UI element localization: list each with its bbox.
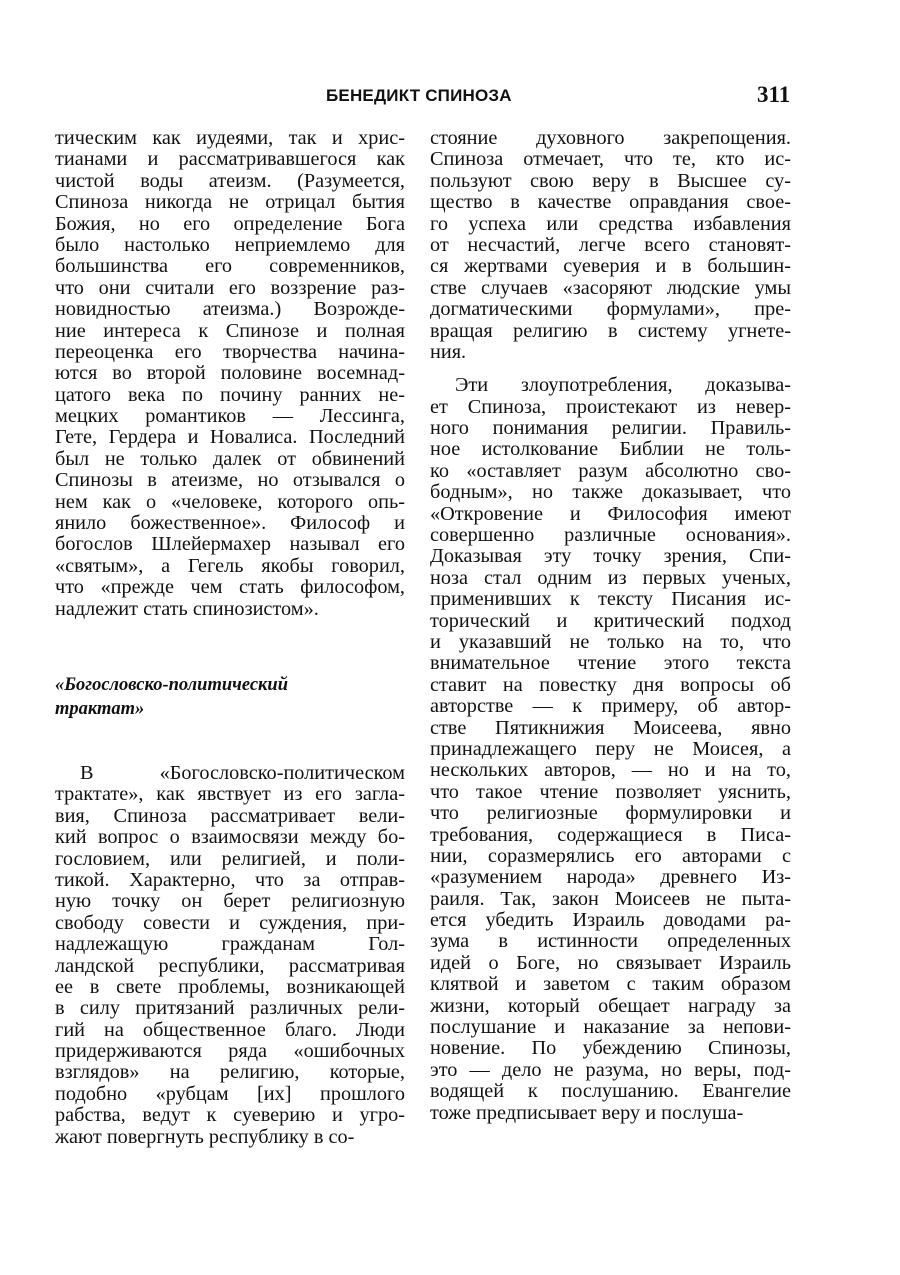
text-line: раиля. Так, закон Моисеев не пыта- — [430, 888, 791, 910]
text-line: ется убедить Израиль доводами ра- — [430, 910, 791, 932]
text-line: нии, соразмерялись его авторами с — [430, 845, 791, 867]
text-line: вия, Спиноза рассматривает вели- — [55, 805, 405, 827]
text-line: стояние духовного закрепощения. — [430, 128, 791, 149]
text-line: и указавший не только на то, что — [430, 631, 791, 653]
text-line: послушание и наказание за непови- — [430, 1017, 791, 1039]
text-line: нескольких авторов, — но и на то, — [430, 760, 791, 782]
text-line: новение. По убеждению Спинозы, — [430, 1038, 791, 1060]
text-line: водящей к послушанию. Евангелие — [430, 1081, 791, 1103]
text-line: тическим как иудеями, так и хрис- — [55, 128, 405, 149]
text-line: кий вопрос о взаимосвязи между бо- — [55, 827, 405, 849]
text-line: нем как о «человеке, которого опь- — [55, 491, 405, 513]
text-line: ет Спиноза, проистекают из невер- — [430, 396, 791, 418]
text-line: что «прежде чем стать философом, — [55, 577, 405, 599]
text-line: ко «оставляет разум абсолютно сво- — [430, 460, 791, 482]
paragraph — [55, 763, 405, 1148]
text-line: ного понимания религии. Правиль- — [430, 418, 791, 440]
paragraph — [55, 128, 405, 620]
text-line: догматическими формулами», пре- — [430, 299, 791, 321]
text-line: был не только далек от обвинений — [55, 448, 405, 470]
text-line: жают повергнуть республику в со- — [55, 1126, 355, 1148]
text-line: тоже предписывает веру и послуша- — [430, 1102, 744, 1124]
text-line: торический и критический подход — [430, 610, 791, 632]
text-line: надлежит стать спинозистом». — [55, 598, 319, 620]
text-line: совершенно различные основания». — [430, 525, 791, 547]
text-line: авторстве — к примеру, об автор- — [430, 696, 791, 718]
text-line: богослов Шлейермахер называл его — [55, 534, 405, 556]
text-line: клятвой и заветом с таким образом — [430, 974, 791, 996]
text-line: надлежащую гражданам Гол- — [55, 934, 405, 956]
text-line: щество в качестве оправдания свое- — [430, 192, 791, 214]
text-line: ставит на повестку дня вопросы об — [430, 674, 791, 696]
text-line: рабства, ведут к суеверию и угро- — [55, 1105, 405, 1127]
text-line: Спиноза никогда не отрицал бытия — [55, 192, 405, 214]
text-line: тикой. Характерно, что за отправ- — [55, 869, 405, 891]
text-line: что они считали его воззрение раз- — [55, 277, 405, 299]
text-line: Спиноза отмечает, что те, кто ис- — [430, 149, 791, 171]
text-line: ее в свете проблемы, возникающей — [55, 976, 405, 998]
page-number: 311 — [757, 82, 791, 107]
text-line: «Откровение и Философия имеют — [430, 503, 791, 525]
text-line: вращая религию в систему угнете- — [430, 320, 791, 342]
text-line: трактат» — [55, 698, 145, 719]
text-line: трактате», как явствует из его загла- — [55, 784, 405, 806]
text-line: Доказывая эту точку зрения, Спи- — [430, 546, 791, 568]
text-line: принадлежащего перу не Моисея, а — [430, 738, 791, 760]
text-line: новидностью атеизма.) Возрожде- — [55, 299, 405, 321]
text-line: требования, содержащиеся в Писа- — [430, 824, 791, 846]
text-line: применивших к тексту Писания ис- — [430, 589, 791, 611]
text-line: внимательное чтение этого текста — [430, 653, 791, 675]
text-line: «разумением народа» древнего Из- — [430, 867, 791, 889]
text-line: ся жертвами суеверия и в большин- — [430, 256, 791, 278]
text-line: ное истолкование Библии не толь- — [430, 439, 791, 461]
text-line: большинства его современников, — [55, 256, 405, 278]
running-title: БЕНЕДИКТ СПИНОЗА — [326, 86, 512, 105]
text-line: что религиозные формулировки и — [430, 803, 791, 825]
text-line: пользуют свою веру в Высшее су- — [430, 170, 791, 192]
left-column — [55, 128, 405, 1148]
text-line: в силу притязаний различных рели- — [55, 998, 405, 1020]
text-line: взглядов» на религию, которые, — [55, 1062, 405, 1084]
text-line: чистой воды атеизм. (Разумеется, — [55, 170, 405, 192]
text-line: тианами и рассматривавшегося как — [55, 149, 405, 171]
text-line: Гете, Гердера и Новалиса. Последний — [55, 427, 405, 449]
section-heading — [55, 673, 405, 721]
text-line: ную точку он берет религиозную — [55, 891, 405, 913]
text-line: от несчастий, легче всего становят- — [430, 234, 791, 256]
text-line: го успеха или средства избавления — [430, 213, 791, 235]
text-line: это — дело не разума, но веры, под- — [430, 1059, 791, 1081]
text-line: янило божественное». Философ и — [55, 513, 405, 535]
text-line: ландской республики, рассматривая — [55, 955, 405, 977]
text-line: бодным», но также доказывает, что — [430, 482, 791, 504]
text-line: идей о Боге, но связывает Израиль — [430, 952, 791, 974]
text-line: В «Богословско-политическом — [80, 762, 405, 784]
paragraph — [430, 128, 791, 363]
text-line: ние интереса к Спинозе и полная — [55, 320, 405, 342]
text-line: цатого века по почину ранних не- — [55, 384, 405, 406]
text-line: стве Пятикнижия Моисеева, явно — [430, 717, 791, 739]
text-line: ноза стал одним из первых ученых, — [430, 567, 791, 589]
text-line: зума в истинности определенных — [430, 931, 791, 953]
text-line: что такое чтение позволяет уяснить, — [430, 781, 791, 803]
text-line: гословием, или религией, и поли- — [55, 848, 405, 870]
right-column — [430, 128, 791, 1124]
text-line: гий на общественное благо. Люди — [55, 1019, 405, 1041]
text-line: было настолько неприемлемо для — [55, 234, 405, 256]
text-line: «святым», а Гегель якобы говорил, — [55, 555, 405, 577]
text-line: жизни, который обещает награду за — [430, 995, 791, 1017]
text-line: «Богословско-политический — [55, 674, 288, 695]
text-line: Эти злоупотребления, доказыва- — [455, 375, 791, 397]
text-line: переоценка его творчества начина- — [55, 341, 405, 363]
page-header — [0, 82, 900, 116]
text-line: Божия, но его определение Бога — [55, 213, 405, 235]
text-line: ния. — [430, 341, 467, 363]
text-line: придерживаются ряда «ошибочных — [55, 1041, 405, 1063]
text-line: стве случаев «засоряют людские умы — [430, 277, 791, 299]
text-line: свободу совести и суждения, при- — [55, 912, 405, 934]
text-line: Спинозы в атеизме, но отзывался о — [55, 470, 405, 492]
text-line: мецких романтиков — Лессинга, — [55, 406, 405, 428]
text-line: подобно «рубцам [их] прошлого — [55, 1083, 405, 1105]
paragraph — [430, 375, 791, 1124]
text-line: ются во второй половине восемнад- — [55, 363, 405, 385]
